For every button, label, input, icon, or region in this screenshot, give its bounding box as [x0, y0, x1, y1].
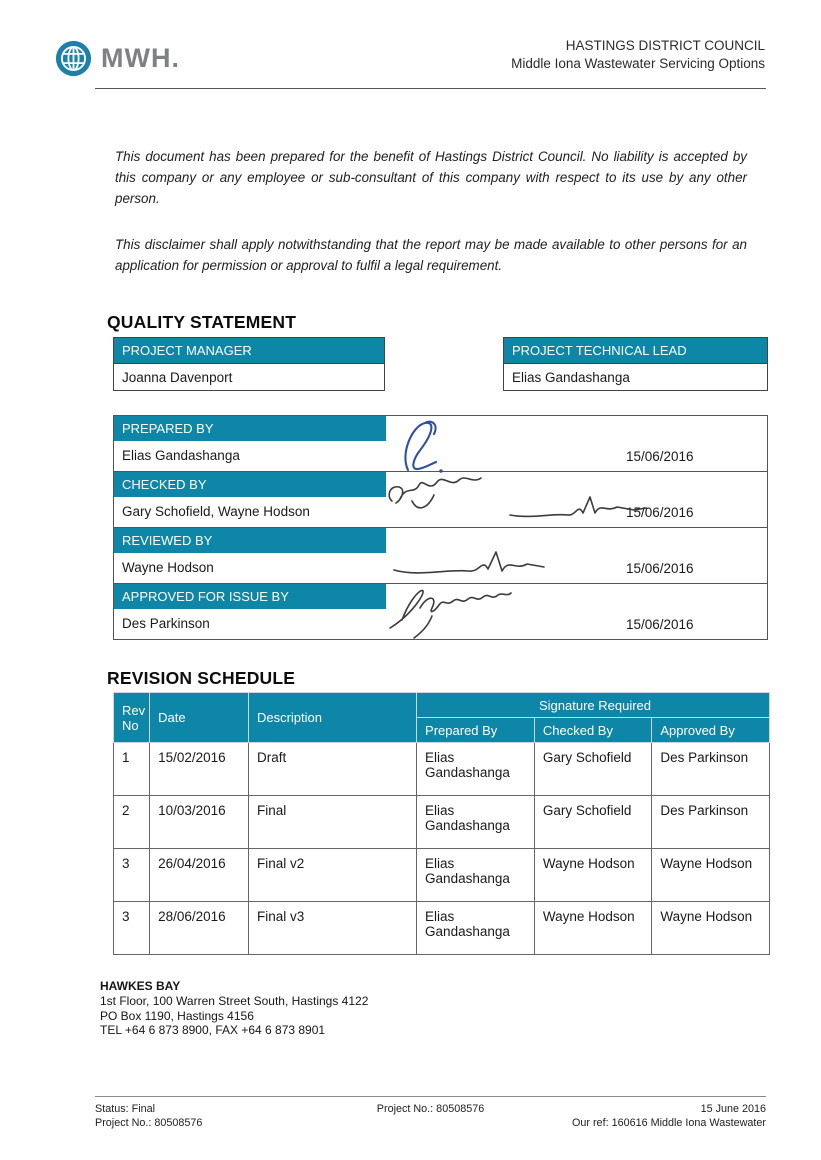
col-header-date: Date [150, 693, 249, 743]
globe-icon [55, 40, 92, 77]
project-manager-name: Joanna Davenport [114, 363, 384, 390]
footer-right [542, 1103, 766, 1130]
footer-project-number-left: Project No.: 80508576 [95, 1116, 203, 1129]
approved-by-date: 15/06/2016 [626, 617, 694, 632]
col-header-signature-required: Signature Required [417, 693, 770, 718]
project-technical-lead-box [503, 337, 768, 391]
cell-description: Final [248, 796, 416, 849]
logo-text: MWH. [101, 43, 180, 73]
council-name: HASTINGS DISTRICT COUNCIL [565, 38, 765, 53]
cell-prepared: Elias Gandashanga [417, 902, 535, 955]
revision-row-1 [114, 743, 770, 796]
revision-schedule-heading: REVISION SCHEDULE [107, 668, 296, 688]
cell-prepared: Elias Gandashanga [417, 796, 535, 849]
approved-by-name: Des Parkinson [122, 616, 210, 631]
revision-row-4 [114, 902, 770, 955]
cell-approved: Des Parkinson [652, 796, 770, 849]
signoff-row-prepared-by [114, 416, 767, 472]
footer-center [319, 1103, 543, 1130]
prepared-by-signature [392, 416, 484, 478]
signoff-row-reviewed-by [114, 528, 767, 584]
document-subtitle: Middle Iona Wastewater Servicing Options [511, 55, 765, 71]
signoff-row-approved-by [114, 584, 767, 640]
cell-rev: 3 [114, 849, 150, 902]
footer-our-ref: Our ref: 160616 Middle Iona Wastewater [571, 1116, 767, 1129]
cell-date: 10/03/2016 [150, 796, 249, 849]
office-address-block [100, 979, 368, 1038]
reviewed-by-date: 15/06/2016 [626, 561, 694, 576]
cell-checked: Wayne Hodson [534, 849, 652, 902]
office-name: HAWKES BAY [100, 979, 181, 993]
col-header-prepared-by: Prepared By [417, 718, 535, 743]
quality-statement-heading: QUALITY STATEMENT [107, 312, 297, 332]
cell-date: 15/02/2016 [150, 743, 249, 796]
project-technical-lead-name: Elias Gandashanga [504, 363, 767, 390]
revision-header-row-1 [114, 693, 770, 718]
cell-description: Final v2 [248, 849, 416, 902]
cell-approved: Wayne Hodson [652, 849, 770, 902]
mwh-logo [55, 40, 180, 77]
cell-checked: Gary Schofield [534, 796, 652, 849]
office-phone: TEL +64 6 873 8900, FAX +64 6 873 8901 [100, 1023, 326, 1038]
disclaimer-paragraph-2: This disclaimer shall apply notwithstanding that the report may be made available to other persons for an application for permission or approval to fulfil a legal requirement. [115, 237, 747, 273]
cell-approved: Wayne Hodson [652, 902, 770, 955]
signoff-table [113, 415, 768, 640]
col-header-approved-by: Approved By [652, 718, 770, 743]
checked-by-date: 15/06/2016 [626, 505, 694, 520]
cell-prepared: Elias Gandashanga [417, 743, 535, 796]
cell-rev: 1 [114, 743, 150, 796]
cell-prepared: Elias Gandashanga [417, 849, 535, 902]
cell-checked: Wayne Hodson [534, 902, 652, 955]
reviewed-by-label: REVIEWED BY [114, 528, 386, 553]
cell-rev: 2 [114, 796, 150, 849]
checked-by-name: Gary Schofield, Wayne Hodson [122, 504, 310, 519]
footer-status: Status: Final [95, 1103, 156, 1115]
prepared-by-date: 15/06/2016 [626, 449, 694, 464]
col-header-checked-by: Checked By [534, 718, 652, 743]
approved-by-signature [380, 580, 530, 642]
project-manager-box [113, 337, 385, 391]
cell-description: Final v3 [248, 902, 416, 955]
reviewed-by-signature [386, 544, 556, 584]
prepared-by-name: Elias Gandashanga [122, 448, 240, 463]
reviewed-by-name: Wayne Hodson [122, 560, 214, 575]
revision-schedule-table [113, 692, 770, 955]
checked-by-label: CHECKED BY [114, 472, 386, 497]
cell-date: 26/04/2016 [150, 849, 249, 902]
disclaimer-paragraph-1: This document has been prepared for the benefit of Hastings District Council. No liability is accepted by this company or any employee or sub-consultant of this company with respect to its use by any other person. [115, 149, 747, 206]
cell-description: Draft [248, 743, 416, 796]
header-title-block [511, 37, 765, 72]
col-header-rev-no: Rev No [114, 693, 150, 743]
prepared-by-label: PREPARED BY [114, 416, 386, 441]
office-address-line-1: 1st Floor, 100 Warren Street South, Hastings 4122 [100, 993, 369, 1008]
revision-row-2 [114, 796, 770, 849]
page-footer [95, 1103, 766, 1130]
footer-divider [95, 1096, 766, 1097]
footer-left [95, 1103, 319, 1130]
header-divider [95, 88, 766, 89]
footer-date: 15 June 2016 [700, 1103, 767, 1115]
project-manager-label: PROJECT MANAGER [114, 338, 384, 363]
cell-rev: 3 [114, 902, 150, 955]
office-address-line-2: PO Box 1190, Hastings 4156 [100, 1008, 254, 1023]
signoff-row-checked-by [114, 472, 767, 528]
cell-date: 28/06/2016 [150, 902, 249, 955]
project-technical-lead-label: PROJECT TECHNICAL LEAD [504, 338, 767, 363]
approved-by-label: APPROVED FOR ISSUE BY [114, 584, 386, 609]
footer-project-number-center: Project No.: 80508576 [376, 1103, 485, 1115]
revision-row-3 [114, 849, 770, 902]
cell-checked: Gary Schofield [534, 743, 652, 796]
col-header-description: Description [248, 693, 416, 743]
cell-approved: Des Parkinson [652, 743, 770, 796]
